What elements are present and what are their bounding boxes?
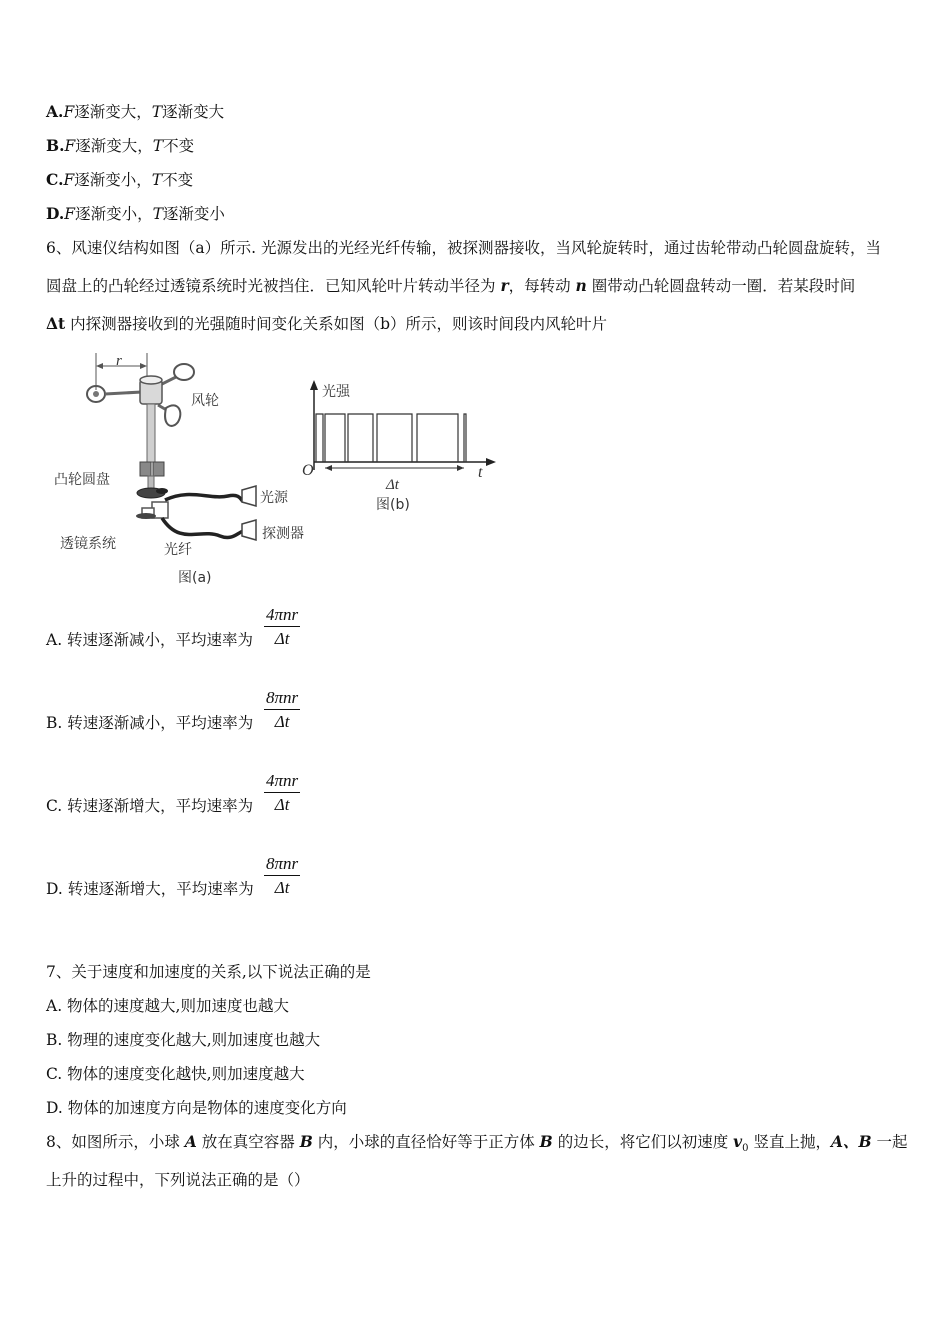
- var-v: v: [733, 1132, 743, 1151]
- option-letter: D.: [46, 204, 65, 223]
- figure-b-light-graph: [298, 376, 508, 516]
- option-letter: A.: [46, 102, 64, 121]
- q7-stem: 7、关于速度和加速度的关系,以下说法正确的是: [46, 963, 371, 981]
- cam-disk-label: 凸轮圆盘: [54, 472, 110, 488]
- stem-text: 内，小球的直径恰好等于正方体: [312, 1133, 540, 1151]
- fraction-denominator: Δt: [274, 629, 290, 648]
- option-text: 逐渐变小: [162, 205, 225, 223]
- fraction-numerator: 4πnr: [264, 771, 300, 793]
- option-text: 逐渐变大，: [75, 137, 153, 155]
- stem-text: 8、如图所示，小球: [46, 1133, 185, 1151]
- q6-option-c: C. 转速逐渐增大，平均速率为: [46, 797, 254, 815]
- arm: [105, 392, 142, 394]
- stem-text: 圈带动凸轮圆盘转动一圈．若某段时间: [586, 277, 856, 295]
- var-ab: A、B: [830, 1132, 872, 1151]
- stem-text: 的边长，将它们以初速度: [552, 1133, 734, 1151]
- light-intensity-pulses: [316, 414, 466, 462]
- option-text: 逐渐变大: [162, 103, 225, 121]
- origin-label: O: [302, 462, 314, 479]
- var-a: A: [184, 1132, 197, 1151]
- detector-icon: [242, 520, 256, 540]
- q5-option-b: [46, 136, 194, 156]
- q5-option-a: [46, 102, 224, 122]
- x-axis-label: t: [478, 464, 483, 481]
- var-f: F: [64, 205, 76, 223]
- fiber-to-source: [165, 495, 246, 502]
- q7-option-c: C. 物体的速度变化越快,则加速度越大: [46, 1065, 305, 1083]
- var-n: n: [575, 276, 587, 295]
- q7-option-a: A. 物体的速度越大,则加速度也越大: [46, 997, 289, 1015]
- var-t: T: [151, 171, 163, 189]
- x-axis-arrow: [486, 458, 496, 466]
- stem-text: 圆盘上的凸轮经过透镜系统时光被挡住．已知风轮叶片转动半径为: [46, 277, 501, 295]
- var-b: B: [299, 1132, 313, 1151]
- figure-a-anemometer: [50, 350, 330, 590]
- q7-option-b: B. 物理的速度变化越大,则加速度也越大: [46, 1031, 321, 1049]
- q5-option-d: [46, 204, 225, 224]
- base: [136, 513, 156, 519]
- cup-front: [165, 405, 180, 426]
- stem-text: 竖直上抛，: [748, 1133, 831, 1151]
- var-f: F: [63, 171, 75, 189]
- cam: [156, 488, 168, 494]
- option-text: 逐渐变大，: [74, 103, 152, 121]
- var-t: T: [152, 137, 164, 155]
- shaft: [147, 404, 155, 462]
- fraction-c: [264, 771, 300, 815]
- lens-system-label: 透镜系统: [60, 536, 116, 552]
- detector-label: 探测器: [262, 526, 304, 542]
- fiber-to-detector: [162, 518, 246, 538]
- q6-stem-line3: [46, 314, 607, 334]
- var-b: B: [539, 1132, 553, 1151]
- q6-stem-line2: [46, 276, 855, 296]
- option-text: 逐渐变小，: [75, 205, 153, 223]
- fraction-numerator: 8πnr: [264, 854, 300, 876]
- figure-b-caption: 图(b): [376, 497, 410, 513]
- arrowhead: [457, 465, 464, 471]
- fiber-label: 光纤: [164, 542, 192, 558]
- fraction-denominator: Δt: [274, 795, 290, 814]
- q6-option-d: D. 转速逐渐增大，平均速率为: [46, 880, 254, 898]
- y-axis-arrow: [310, 380, 318, 390]
- y-axis-label: 光强: [322, 384, 350, 400]
- option-text: 逐渐变小，: [74, 171, 152, 189]
- option-text: 不变: [163, 137, 195, 155]
- cup-center: [93, 391, 99, 397]
- fraction-denominator: Δt: [274, 878, 290, 897]
- interval-label: Δt: [386, 477, 399, 493]
- var-delta-t: Δt: [46, 314, 66, 333]
- fraction-b: [264, 688, 300, 732]
- fraction-d: [264, 854, 300, 898]
- arrowhead: [96, 363, 103, 369]
- stem-text: ，每转动: [508, 277, 576, 295]
- light-source-label: 光源: [260, 490, 288, 506]
- fraction-a: [264, 605, 300, 649]
- gear: [153, 462, 164, 476]
- cup-right: [174, 364, 194, 380]
- fraction-numerator: 4πnr: [264, 605, 300, 627]
- stem-text: 内探测器接收到的光强随时间变化关系如图（b）所示，则该时间段内风轮叶片: [65, 315, 608, 333]
- arrowhead: [140, 363, 147, 369]
- fraction-denominator: Δt: [274, 712, 290, 731]
- stem-text: 放在真空容器: [196, 1133, 300, 1151]
- q5-option-c: [46, 170, 193, 190]
- var-t: T: [152, 205, 163, 223]
- wind-wheel-label: 风轮: [191, 393, 219, 409]
- fraction-numerator: 8πnr: [264, 688, 300, 710]
- arrowhead: [325, 465, 332, 471]
- stem-text: 一起: [871, 1133, 908, 1151]
- q6-stem-line1: 6、风速仪结构如图（a）所示. 光源发出的光经光纤传输，被探测器接收，当风轮旋转时，通过齿轮带动凸轮圆盘旋转，当: [46, 239, 881, 257]
- option-text: 不变: [162, 171, 194, 189]
- option-letter: B.: [46, 136, 65, 155]
- var-t: T: [151, 103, 163, 121]
- q7-option-d: D. 物体的加速度方向是物体的速度变化方向: [46, 1099, 347, 1117]
- q6-option-a: A. 转速逐渐减小，平均速率为: [46, 631, 254, 649]
- gear: [140, 462, 151, 476]
- q6-option-b: B. 转速逐渐减小，平均速率为: [46, 714, 254, 732]
- var-r: r: [500, 276, 509, 295]
- q8-stem-line1: [46, 1132, 908, 1159]
- var-f: F: [64, 137, 76, 155]
- hub-top: [140, 376, 162, 384]
- q8-stem-line2: 上升的过程中，下列说法正确的是（）: [46, 1171, 310, 1189]
- light-source-icon: [242, 486, 256, 506]
- option-letter: C.: [46, 170, 64, 189]
- var-f: F: [63, 103, 75, 121]
- r-label: r: [116, 353, 122, 369]
- figure-a-caption: 图(a): [178, 570, 212, 586]
- subscript-zero: 0: [742, 1143, 749, 1155]
